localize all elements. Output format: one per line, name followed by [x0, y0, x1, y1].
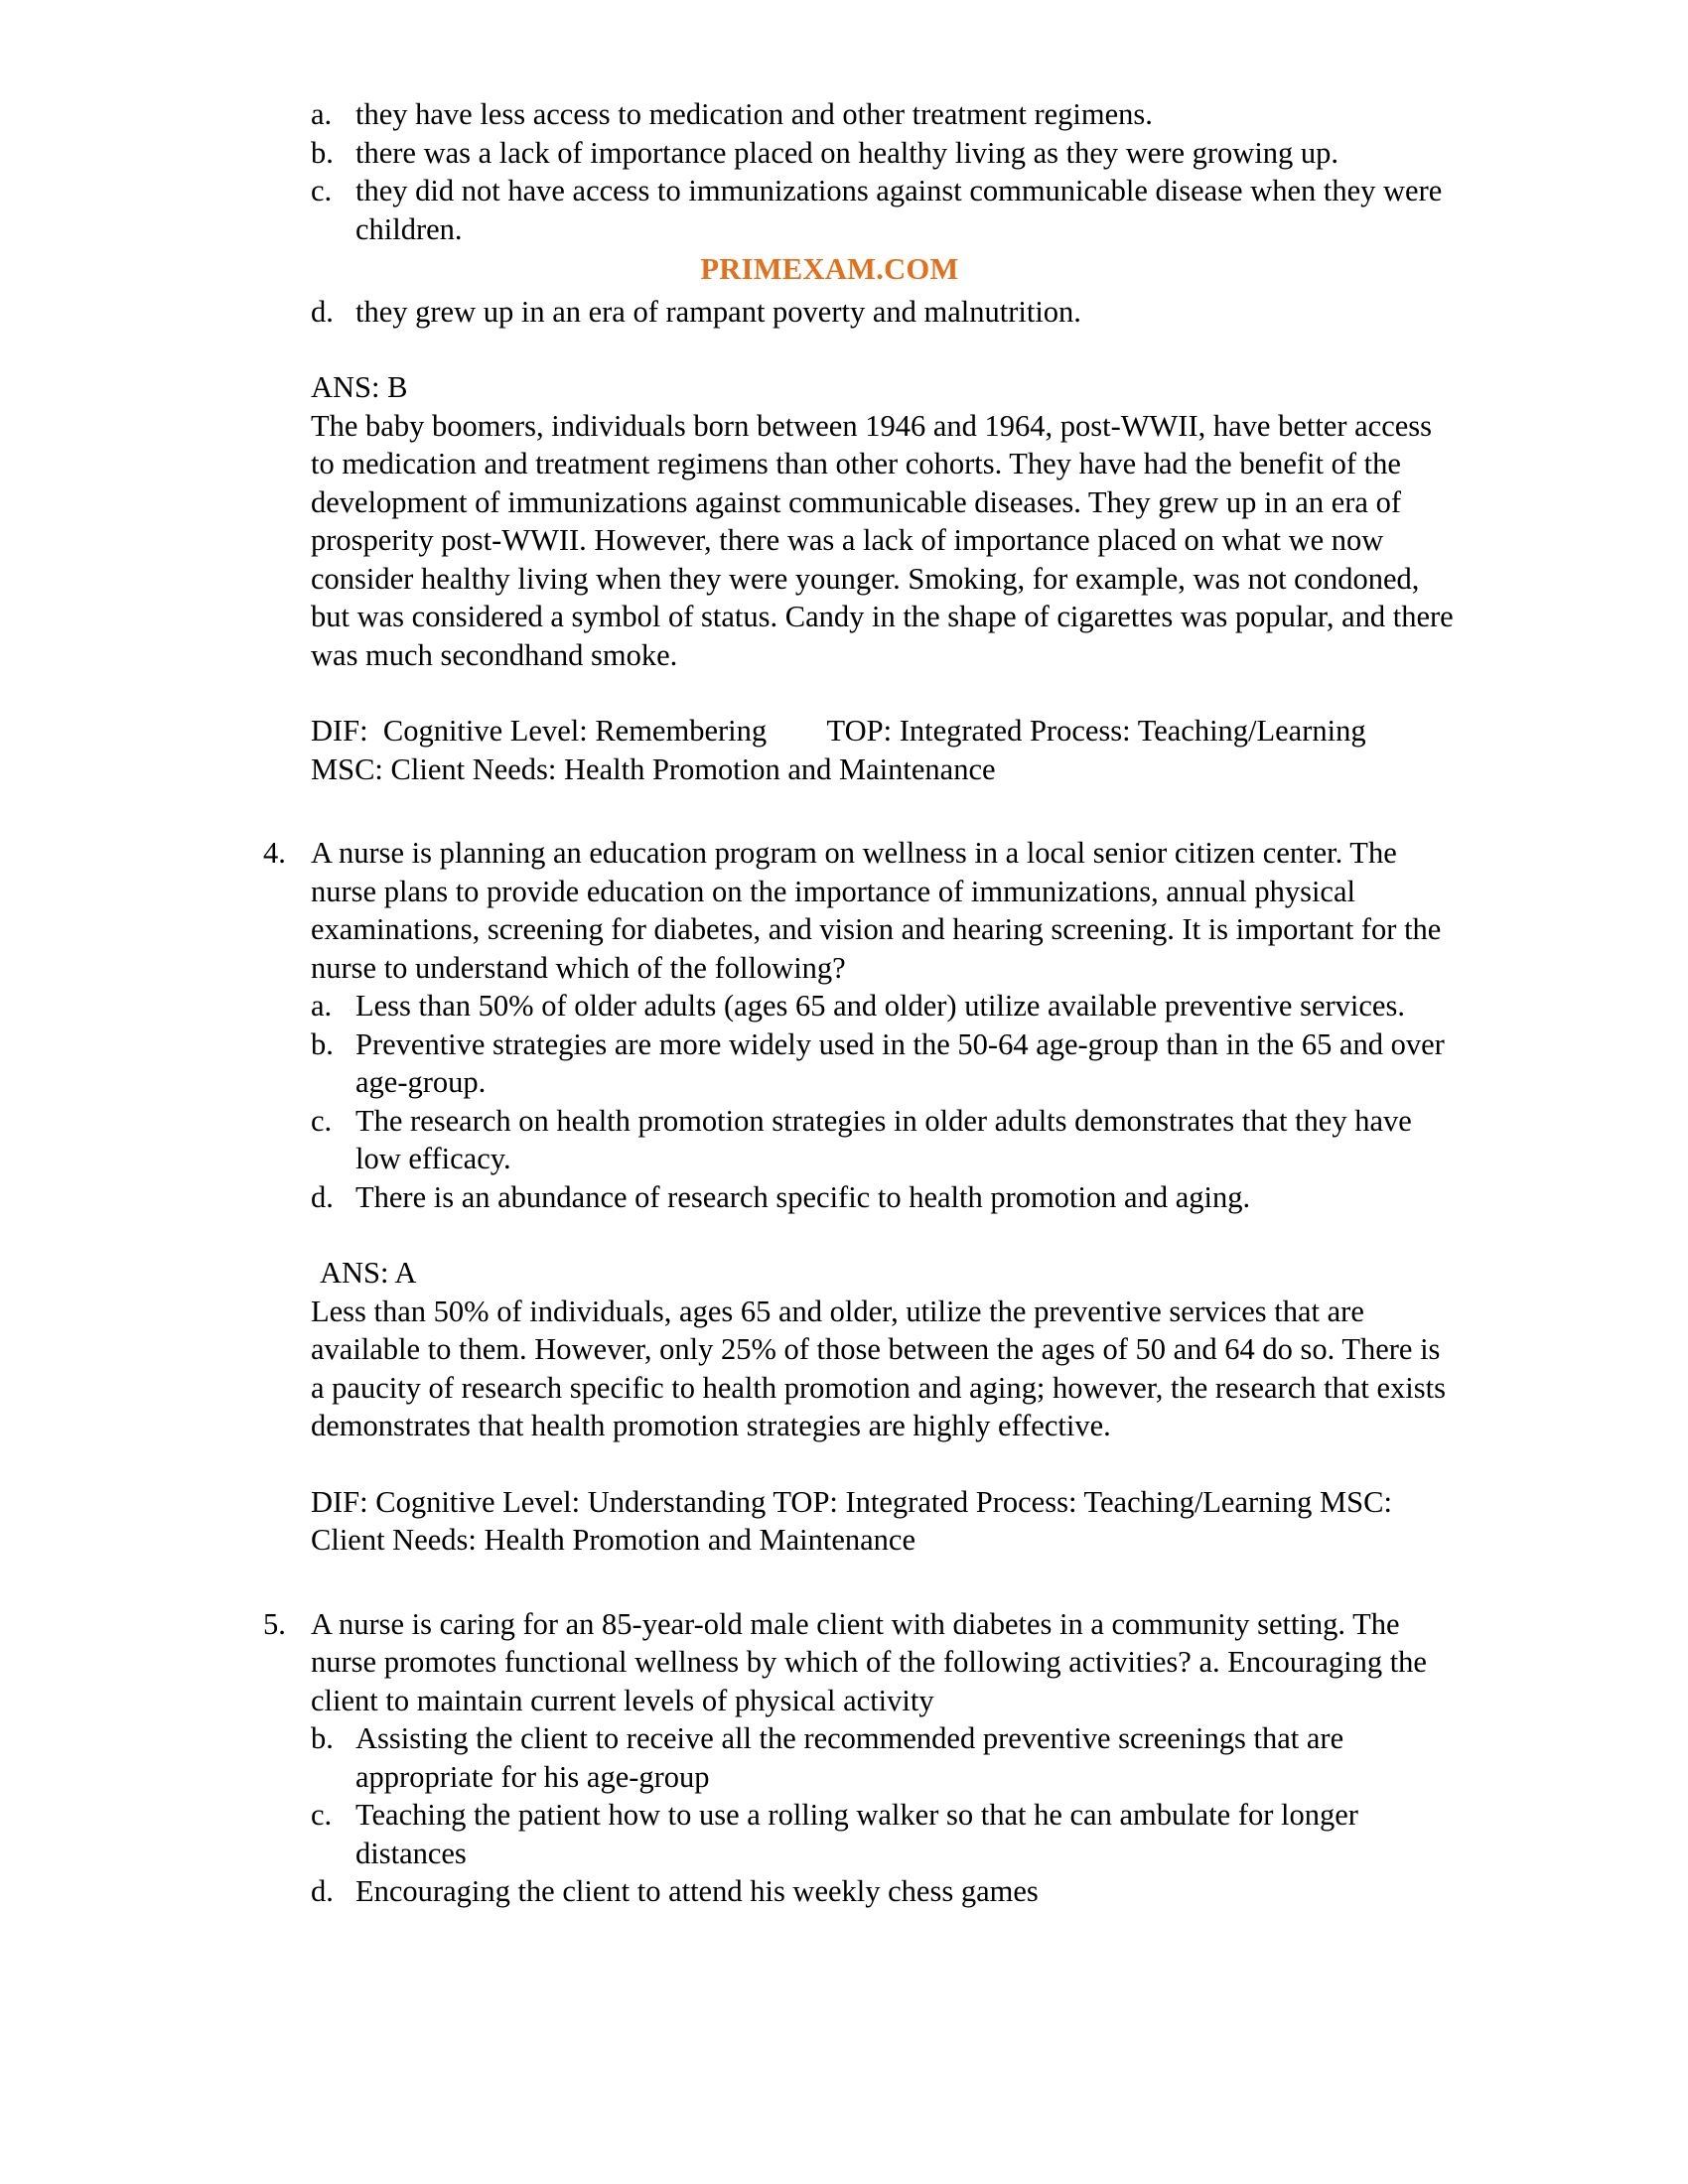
question-4-metadata: [311, 1483, 1458, 1560]
option-marker: c.: [311, 1798, 333, 1832]
option-text: they have less access to medication and other treatment regimens.: [355, 97, 1153, 131]
question-stem: A nurse is caring for an 85-year-old male client with diabetes in a community setting. The nurse promotes functional wellness by which of the following activities? a. Encouraging the client to maintain current levels of physical activity: [311, 1606, 1427, 1717]
question-4: [263, 834, 1458, 1216]
watermark-primexam: PRIMEXAM.COM: [700, 252, 959, 286]
question-3-options-bottom: [311, 293, 1458, 332]
option-text: Preventive strategies are more widely used in the 50-64 age-group than in the 65 and over age-group.: [355, 1026, 1445, 1099]
option-item[interactable]: [311, 987, 1458, 1025]
question-3-answer-block: [311, 368, 1458, 674]
option-text: Assisting the client to receive all the recommended preventive screenings that are appropriate for his age-group: [355, 1721, 1344, 1794]
option-item[interactable]: [311, 1025, 1458, 1102]
document-body: [263, 95, 1458, 1911]
option-marker: d.: [311, 294, 334, 329]
option-item[interactable]: [311, 1796, 1458, 1872]
answer-label: ANS: A: [320, 1256, 417, 1290]
option-item[interactable]: [311, 1719, 1458, 1796]
question-stem: A nurse is planning an education program on wellness in a local senior citizen center. The nurse plans to provide education on the importance of immunizations, annual physical examinations, screening for diabetes, and vision and hearing screening. It is important for the nurse to understand which of the following?: [311, 836, 1442, 985]
question-3-metadata: [311, 712, 1458, 788]
option-marker: d.: [311, 1874, 334, 1908]
option-marker: d.: [311, 1179, 334, 1214]
question-5: [263, 1605, 1458, 1911]
option-marker: a.: [311, 989, 333, 1023]
option-text: they did not have access to immunizations against communicable disease when they were children.: [355, 174, 1443, 246]
question-number: 5.: [263, 1606, 286, 1641]
question-5-options: [311, 1719, 1458, 1911]
option-marker: b.: [311, 1721, 334, 1755]
answer-rationale: Less than 50% of individuals, ages 65 and older, utilize the preventive services that are available to them. However, only 25% of those between the ages of 50 and 64 do so. There is a paucity of research specific to health promotion and aging; however, the research that exists demonstrates that health promotion strategies are highly effective.: [311, 1294, 1446, 1442]
metadata-dif-top-line: DIF: Cognitive Level: Remembering TOP: Integrated Process: Teaching/Learning: [311, 714, 1366, 748]
question-3-options-top: [311, 95, 1458, 248]
option-marker: a.: [311, 97, 333, 131]
option-text: Encouraging the client to attend his weekly chess games: [355, 1874, 1039, 1908]
question-4-options: [311, 987, 1458, 1216]
metadata-msc-line: MSC: Client Needs: Health Promotion and Maintenance: [311, 751, 996, 786]
option-marker: b.: [311, 135, 334, 170]
option-text: Teaching the patient how to use a rolling walker so that he can ambulate for longer distances: [355, 1798, 1358, 1870]
option-text: There is an abundance of research specific to health promotion and aging.: [355, 1179, 1251, 1214]
option-marker: b.: [311, 1026, 334, 1061]
option-marker: c.: [311, 1103, 333, 1138]
option-text: The research on health promotion strategies in older adults demonstrates that they have low efficacy.: [355, 1103, 1412, 1175]
option-text: they grew up in an era of rampant poverty and malnutrition.: [355, 294, 1081, 329]
option-item[interactable]: [311, 293, 1458, 332]
answer-label: ANS: B: [311, 370, 408, 404]
option-item[interactable]: [311, 95, 1458, 134]
option-item[interactable]: [311, 172, 1458, 248]
question-number: 4.: [263, 836, 286, 870]
option-item[interactable]: [311, 1872, 1458, 1911]
answer-rationale: The baby boomers, individuals born between 1946 and 1964, post-WWII, have better access to medication and treatment regimens than other cohorts. They have had the benefit of the development of immunizations against communicable diseases. They grew up in an era of prosperity post-WWII. However, there was a lack of importance placed on what we now consider healthy living when they were younger. Smoking, for example, was not condoned, but was considered a symbol of status. Candy in the shape of cigarettes was popular, and there was much secondhand smoke.: [311, 408, 1454, 672]
question-4-answer-block: [311, 1254, 1458, 1445]
option-item[interactable]: [311, 134, 1458, 173]
option-text: there was a lack of importance placed on healthy living as they were growing up.: [355, 135, 1339, 170]
option-item[interactable]: [311, 1102, 1458, 1178]
option-marker: c.: [311, 174, 333, 207]
option-text: Less than 50% of older adults (ages 65 and older) utilize available preventive services.: [355, 989, 1405, 1023]
metadata-dif-top-msc-line: DIF: Cognitive Level: Understanding TOP: Integrated Process: Teaching/Learning MSC: Client Needs: Health Promotion and Maintenance: [311, 1484, 1400, 1557]
option-item[interactable]: [311, 1178, 1458, 1217]
